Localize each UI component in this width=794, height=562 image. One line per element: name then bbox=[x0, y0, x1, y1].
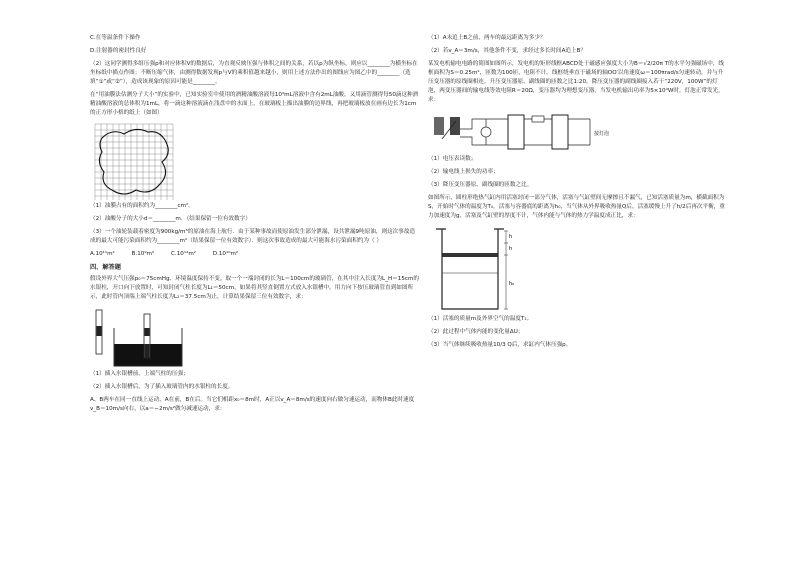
oil-film-grid-figure bbox=[90, 122, 180, 202]
question-piston-mass: （1）活塞的质量m及外界空气的温度T₁； bbox=[428, 316, 533, 322]
cylinder-problem: 如图所示，圆柱形绝热气缸内用活塞封闭一部分气体，活塞与气缸壁间无摩擦且不漏气，已知活塞质量为m，横截面积为S，开始时气体的温度为T₀，活塞与容器底的距离为h₀，当气体从外界吸收热量Q后，活塞缓慢上升了h/2后再次平衡，重力加速度为g，活塞及气缸壁的厚度不计，气体内能与气体的热力学温度成正比，求： bbox=[428, 195, 725, 219]
left-column bbox=[90, 34, 420, 418]
lamp-label: 接灯泡 bbox=[594, 131, 610, 137]
option-c: C.在等温条件下操作 bbox=[90, 35, 141, 41]
question-voltmeter: （1）电压表读数； bbox=[428, 156, 477, 162]
option-d: D.注射器的密封性良好 bbox=[90, 48, 147, 54]
question-final-pressure: （3）当气体继续吸收热量10/3 Q后，求缸内气体压强p。 bbox=[428, 342, 572, 348]
oil-film-intro: 在“用油膜法估测分子大小”的实验中，已知实验室中使用的酒精油酸溶液每10⁴mL溶液中含有2mL油酸，又用滴管测得每50滴这种酒精油酸溶液的总体积为1mL，将一滴这种溶液滴在浅盘中的水面上，在玻璃板上描出油膜的边界线，再把玻璃板放在画有边长为1cm的正方形小格的纸上（如图） bbox=[90, 92, 419, 116]
generator-circuit-figure bbox=[428, 109, 628, 155]
question-oil-spill: （3）一个油轮装载着密度为900kg/m³的原油在海上航行．由于某种事故而使原油发生部分泄漏，设共泄漏9吨原油，则这次事故造成的最大可能污染面积约为________m²（结果保留一位有效数字）．则这次事故造成的最大可能海水污染面积约为（ ） bbox=[90, 229, 416, 244]
question-pressure-before: （1）插入水银槽前，上端气柱的压强； bbox=[90, 371, 189, 377]
question-catch-time: （2）若v_A＝3m/s，其他条件不变，求经过多长时间A追上B？ bbox=[428, 48, 587, 54]
oil-film-outline bbox=[99, 129, 168, 194]
section-heading: 四、解答题 bbox=[90, 264, 121, 271]
cylinder-figure bbox=[428, 225, 528, 315]
cylinder-label-h0: h₀ bbox=[509, 281, 515, 287]
generator-problem: 某发电机输电电路的简图如图所示，发电机的矩形线框ABCD处于磁感应强度大小为B＝√2/20π T的水平匀强磁场中，线框面积为S＝0.25m²，匝数为100匝，电阻不计。线框绕垂直于磁场的轴OO′以角速度ω＝100πrad/s匀速转动，并与升压变压器的原线圈相连，升压变压器原、副线圈的匝数之比1:20，降压变压器的副线圈接入若干“220V，100W”的灯泡，两变压器间的输电线等效电阻R＝20Ω，变压器均为理想变压器，当发电机输出功率为5×10⁴W时，灯泡正常发光，求： bbox=[428, 61, 725, 103]
cylinder-label-h1: h bbox=[509, 234, 513, 240]
question-internal-energy: （2）此过程中气体内能的变化量ΔU； bbox=[428, 329, 524, 335]
mercury-problem: 假设外界大气压强p₀＝75cmHg、环境温度保持不变。取一个一端封闭的长为L＝100cm的玻璃管，在其中注入长度为L_H＝15cm的水银柱，开口向下放置时，可知封闭气柱长度为L₁＝50cm，如果将其竖直倒置方式放入水银槽中，用力向下按压玻璃管直到如图所示，此时管内顶端上端气柱长度为L₂＝37.5cm为止，计算结果保留三位有效数字，求： bbox=[90, 276, 419, 300]
cylinder-label-h2: h bbox=[509, 246, 513, 252]
question-2: （2）这同学测得多组压强p和对应体积V的数据后，为直观反映压强与体积之间的关系，若以p为纵坐标，则应以________为横坐标在坐标纸中描点作图；不断压缩气体，由测得数据发现p与V的乘积值越来越小，则用上述方法作出的图线应为图乙中的________（选填“①”或“②”），造成该现象的原因可能是________。 bbox=[90, 61, 418, 85]
answer-options: A.10¹¹m² B.10⁹m² C.10¹⁴m² D.10¹⁰m² bbox=[90, 251, 239, 257]
question-line-loss: （2）输电线上损失的功率； bbox=[428, 169, 499, 175]
question-max-distance: （1）A未追上B之前，两车的最远距离为多少？ bbox=[428, 35, 546, 41]
question-mercury-length: （2）插入水银槽后，为了插入玻璃管内的水银柱的长度。 bbox=[90, 384, 234, 390]
cars-problem: A、B两车在同一直线上运动，A在前，B在后。当它们相距x₀＝8m时，A正以v_A＝8m/s的速度向右做匀速运动，而物体B此时速度v_B＝10m/s向右，以a＝−2m/s²做匀减速运动，求： bbox=[90, 397, 415, 412]
mercury-tube-figure bbox=[90, 306, 190, 370]
question-turn-ratio: （3）降压变压器原、副线圈的匝数之比。 bbox=[428, 182, 533, 188]
right-column bbox=[428, 34, 728, 354]
question-oil-area: （1）油膜占有的面积约为________cm²。 bbox=[90, 203, 194, 209]
question-molecule-size: （2）油酸分子的大小d＝________m．（结果保留一位有效数字） bbox=[90, 216, 251, 222]
